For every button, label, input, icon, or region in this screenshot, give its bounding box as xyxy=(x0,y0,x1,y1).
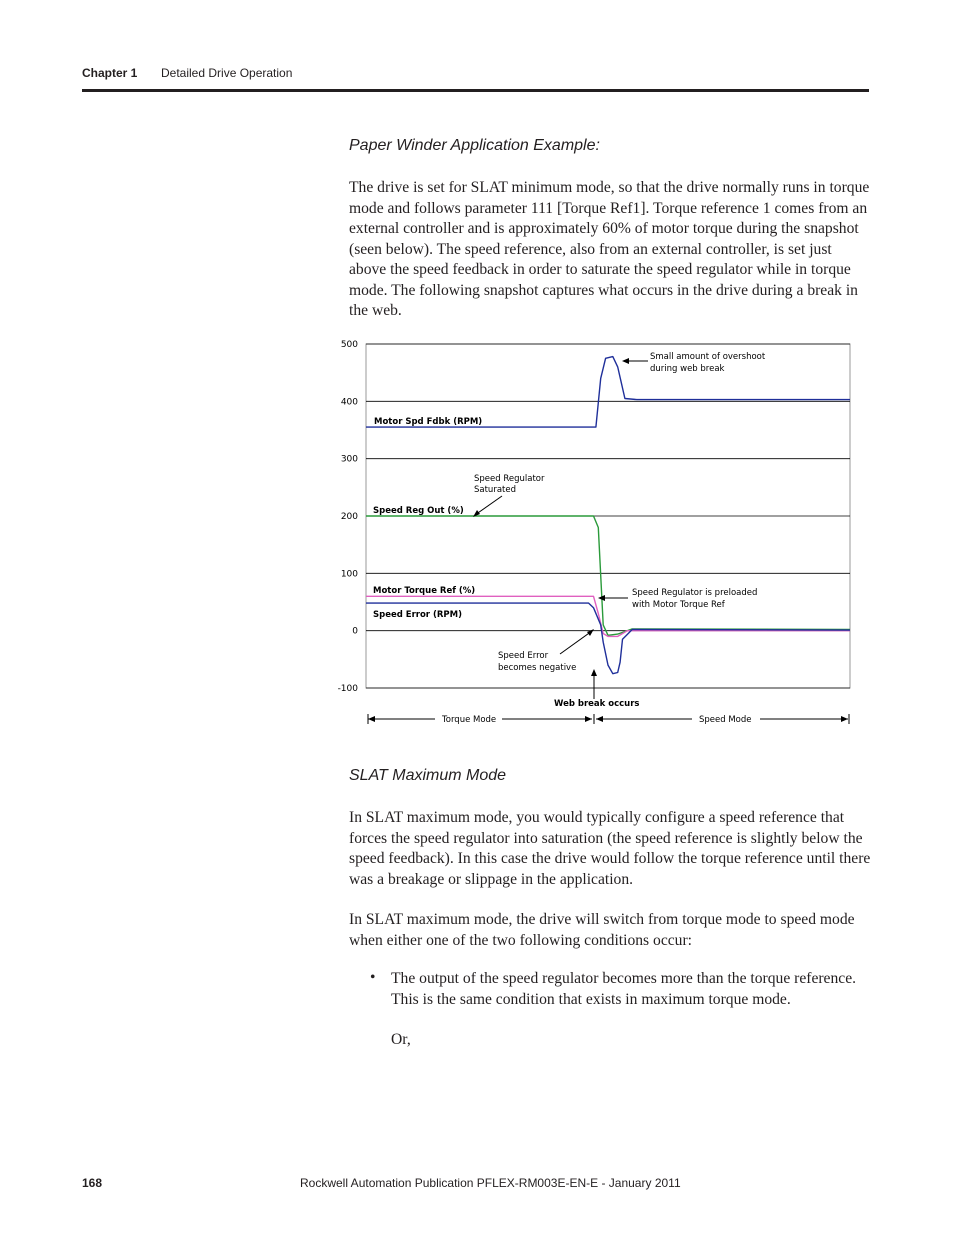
annotation-overshoot-line2: during web break xyxy=(650,364,725,374)
section-heading-slat-max: SLAT Maximum Mode xyxy=(349,767,507,784)
y-tick-label: 300 xyxy=(340,454,358,465)
torque-mode-left-head xyxy=(368,716,375,722)
series-label-motor-spd-fdbk: Motor Spd Fdbk (RPM) xyxy=(374,417,483,427)
speed-mode-label: Speed Mode xyxy=(699,715,752,725)
chapter-label: Chapter 1 xyxy=(82,66,138,80)
y-tick-label: 100 xyxy=(340,569,358,580)
section-heading-paper-winder: Paper Winder Application Example: xyxy=(349,137,600,154)
annotation-overshoot-line1: Small amount of overshoot xyxy=(650,352,766,362)
speed-mode-left-head xyxy=(596,716,603,722)
bullet-item: The output of the speed regulator becomes more than the torque reference. This is the same condition that exists in maximum torque mode. xyxy=(391,970,857,1008)
page-number: 168 xyxy=(82,1176,103,1190)
header-rule xyxy=(82,89,869,92)
or-text: Or, xyxy=(391,1031,411,1048)
chapter-title: Detailed Drive Operation xyxy=(161,66,293,80)
series-label-speed-error: Speed Error (RPM) xyxy=(373,610,462,620)
annotation-error-line2: becomes negative xyxy=(498,663,577,673)
annotation-error-line1: Speed Error xyxy=(498,651,549,661)
annotation-saturated-line1: Speed Regulator xyxy=(474,474,545,484)
y-tick-label: -100 xyxy=(337,684,358,694)
torque-mode-right-head xyxy=(585,716,592,722)
paragraph-slat-min: The drive is set for SLAT minimum mode, so that the drive normally runs in torque mode and follows parameter 111 [Torque Ref1]. Torque reference 1 comes from an external controller and is approximately 60% of motor torque during the snapshot (seen below). The speed reference, also from an external controller, is set just above the speed feedback in order to saturate the speed regulator while in torque mode. The following snapshot captures what occurs in the drive during a break in the web. xyxy=(349,179,870,319)
annotation-preloaded-line1: Speed Regulator is preloaded xyxy=(632,588,758,598)
bullet-marker: • xyxy=(370,969,376,986)
annotation-saturated-line2: Saturated xyxy=(474,485,516,495)
torque-mode-label: Torque Mode xyxy=(442,715,497,725)
y-tick-label: 200 xyxy=(340,512,358,522)
speed-mode-right-head xyxy=(841,716,848,722)
paragraph-slat-max-1: In SLAT maximum mode, you would typically configure a speed reference that forces the speed regulator into saturation (the speed reference is slightly below the speed feedback). In this case the drive would follow the torque reference until there was a breakage or slippage in the application. xyxy=(349,809,871,888)
y-tick-label: 0 xyxy=(352,626,358,637)
y-tick-label: 500 xyxy=(340,340,358,350)
series-label-speed-reg-out: Speed Reg Out (%) xyxy=(373,506,464,516)
publication-info: Rockwell Automation Publication PFLEX-RM003E-EN-E - January 2011 xyxy=(300,1176,681,1190)
annotation-preloaded-line2: with Motor Torque Ref xyxy=(632,600,725,610)
drive-trend-chart xyxy=(330,334,860,734)
series-label-motor-torque-ref: Motor Torque Ref (%) xyxy=(373,586,476,596)
paragraph-slat-max-2: In SLAT maximum mode, the drive will switch from torque mode to speed mode when either one of the two following conditions occur: xyxy=(349,911,855,949)
annotation-web-break: Web break occurs xyxy=(554,699,640,709)
y-tick-label: 400 xyxy=(340,397,358,408)
